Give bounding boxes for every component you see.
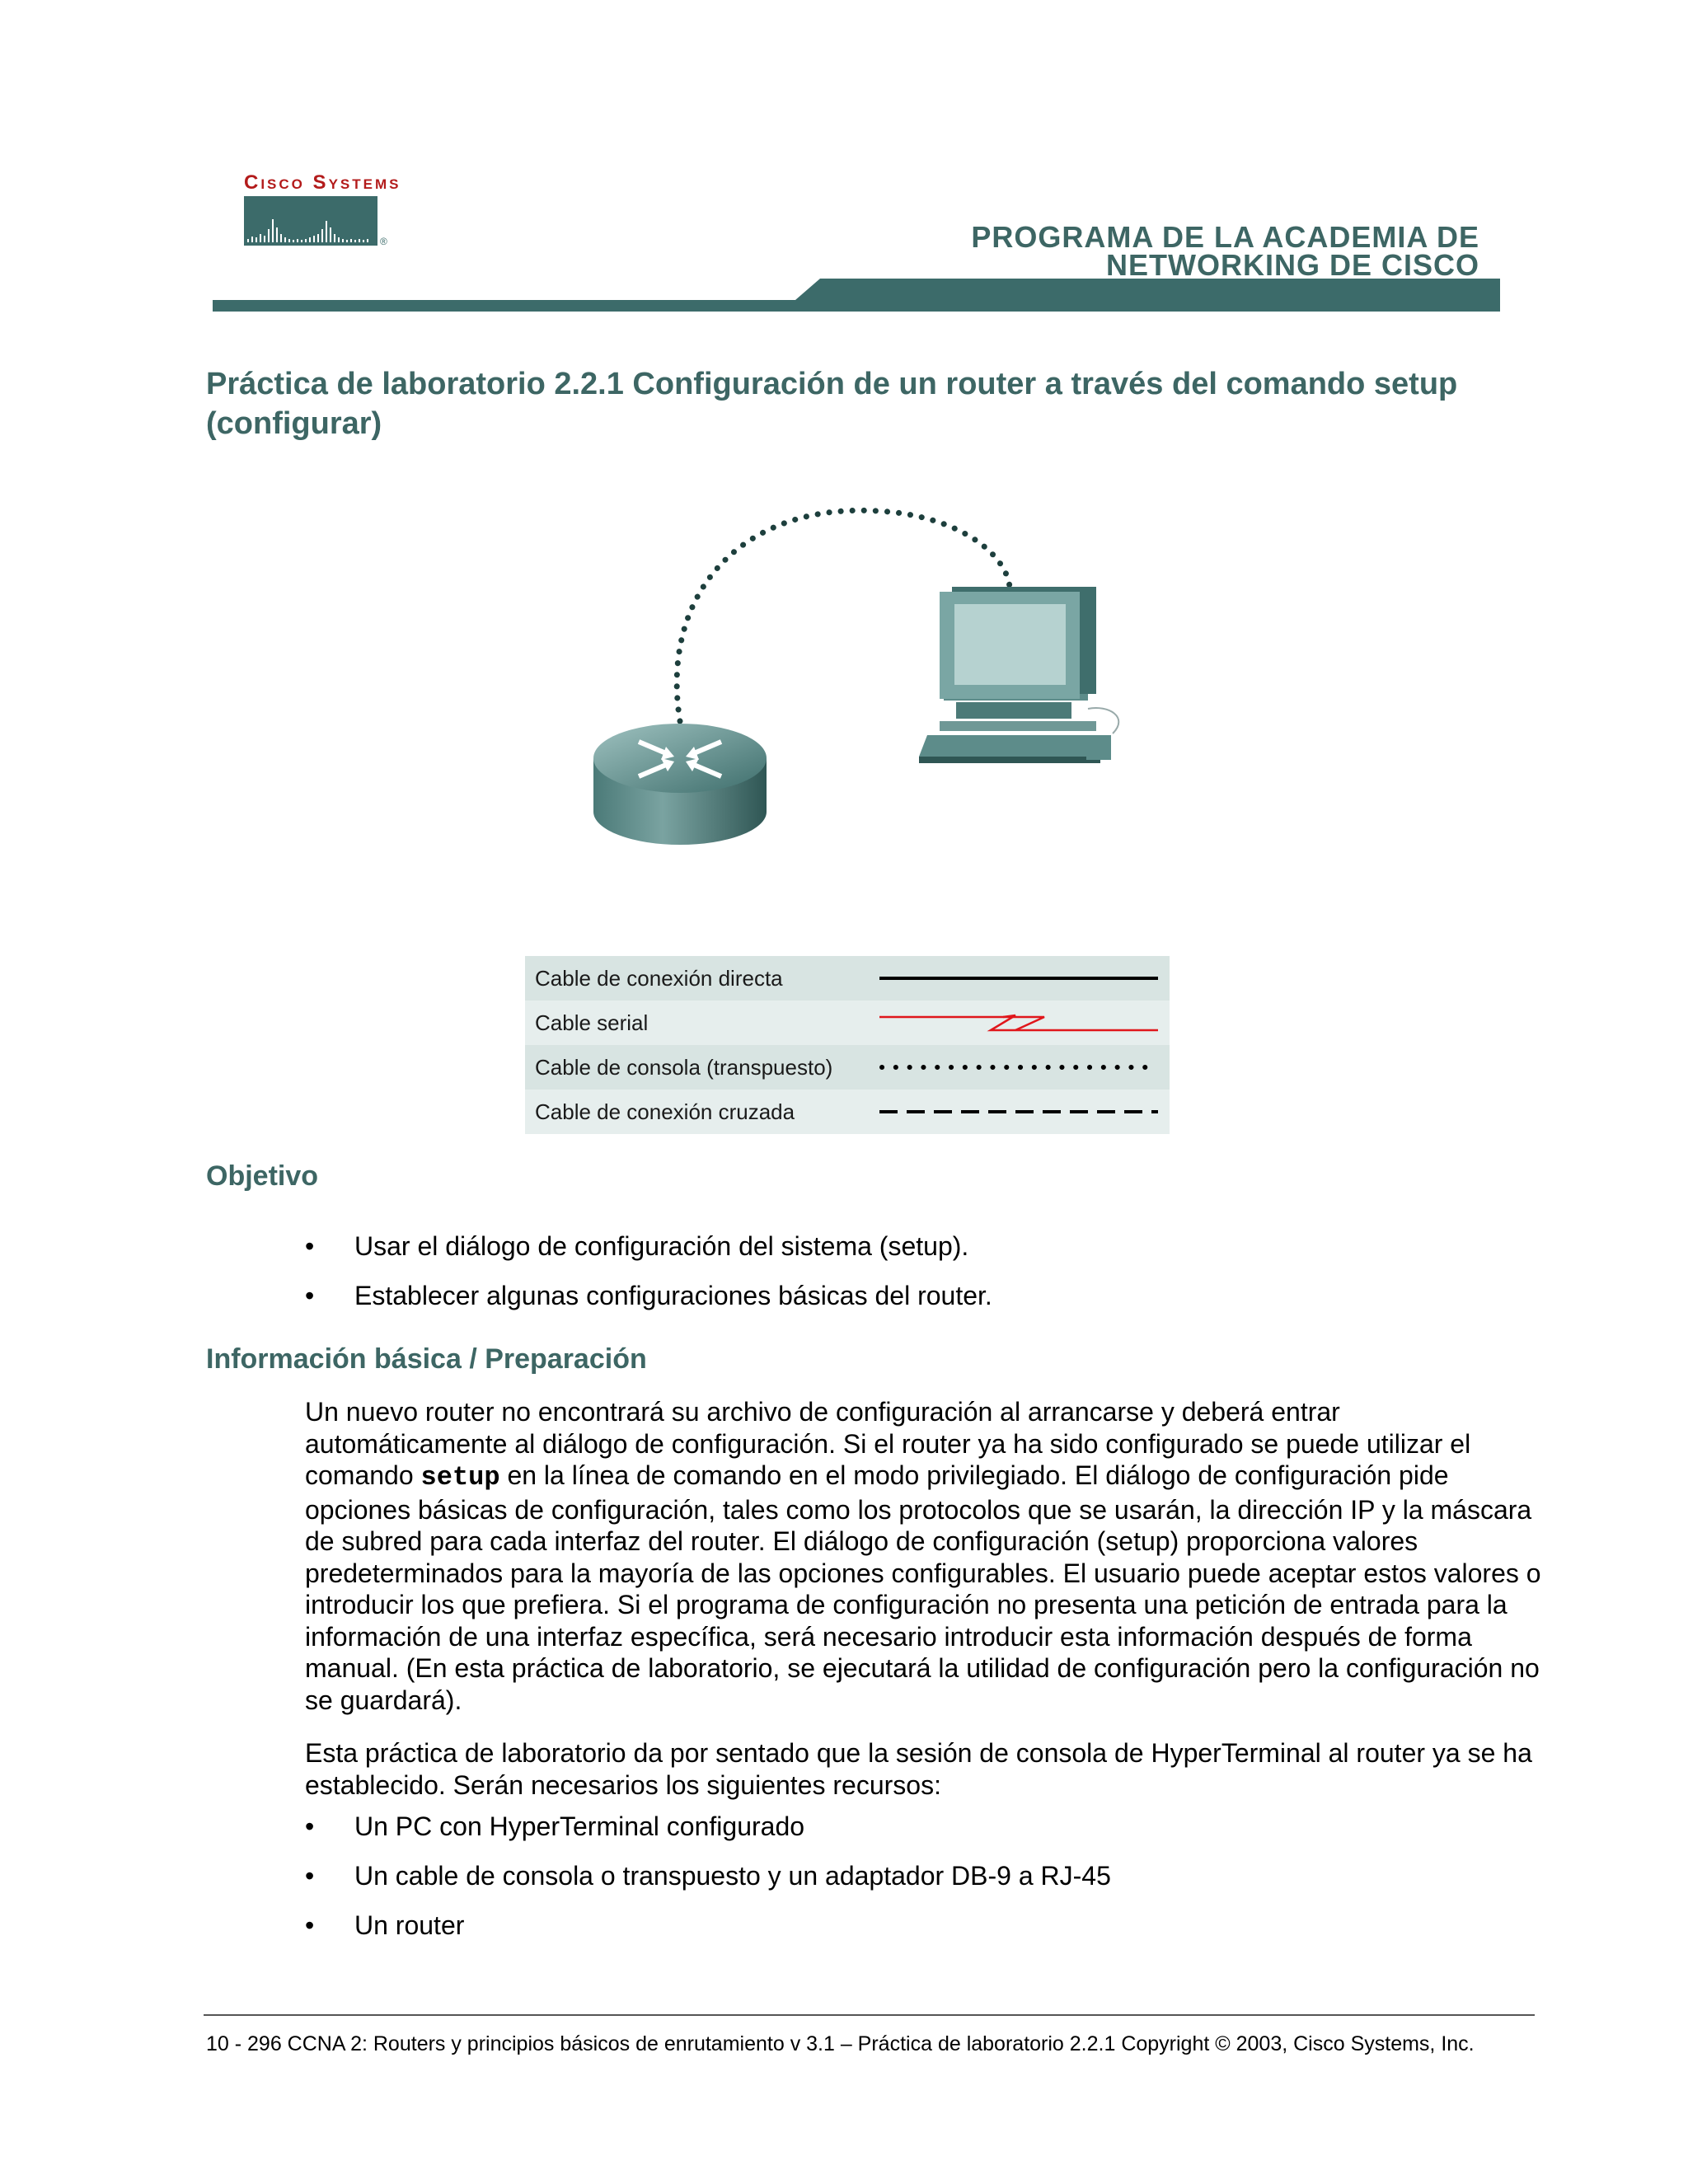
page-footer: 10 - 296 CCNA 2: Routers y principios básicos de enrutamiento v 3.1 – Práctica de laboratorio 2.2.1 Copyright © 2003, Cisco Systems, Inc.: [206, 2032, 1475, 2055]
background-heading: Información básica / Preparación: [206, 1343, 647, 1375]
program-title-line1: PROGRAMA DE LA ACADEMIA DE: [971, 220, 1479, 254]
legend-row-crossover: [525, 1090, 1170, 1134]
list-item: • Un PC con HyperTerminal configurado: [305, 1811, 805, 1841]
legend-row-console: [525, 1045, 1170, 1090]
bullet-icon: •: [305, 1811, 315, 1841]
legend-label: Cable de conexión cruzada: [535, 1099, 795, 1124]
legend-row-straight: [525, 956, 1170, 1001]
bullet-icon: •: [305, 1910, 315, 1940]
program-title: [971, 221, 1479, 282]
legend-label: Cable serial: [535, 1010, 649, 1035]
page-title: Práctica de laboratorio 2.2.1 Configuración de un router a través del comando setup (configurar): [206, 367, 1458, 441]
objective-list: [305, 1230, 1541, 1329]
bullet-icon: •: [305, 1231, 315, 1261]
list-item: • Un router: [305, 1910, 465, 1940]
list-item: • Establecer algunas configuraciones básicas del router.: [305, 1281, 992, 1310]
straight-cable-icon: [879, 966, 1160, 991]
pc-icon: [919, 587, 1118, 763]
background-paragraph-2: Esta práctica de laboratorio da por sentado que la sesión de consola de HyperTerminal al router ya se ha establecido. Serán necesarios los siguientes recursos:: [305, 1738, 1532, 1800]
bullet-icon: •: [305, 1861, 315, 1891]
legend-label: Cable de consola (transpuesto): [535, 1054, 833, 1080]
cisco-logo-icon: [244, 196, 377, 246]
topology-diagram: [560, 494, 1137, 857]
crossover-cable-icon: [879, 1099, 1160, 1124]
console-cable-icon: [879, 1055, 1160, 1080]
resources-list: [305, 1810, 1541, 1958]
cable-legend: [525, 956, 1170, 1134]
background-paragraph-1: Un nuevo router no encontrará su archivo de configuración al arrancarse y deberá entrar automáticamente al diálogo de configuración. Si el router ya ha sido configurado se puede utilizar el comando setup en la línea de comando en el modo privilegiado. El diálogo de configuración pide opciones básicas de configuración, tales como los protocolos que se usarán, la dirección IP y la máscara de subred para cada interfaz del router. El diálogo de configuración (setup) proporciona valores predeterminados para la mayoría de las opciones configurables. El usuario puede aceptar estos valores o introducir los que prefiera. Si el programa de configuración no presenta una petición de entrada para la información de una interfaz específica, será necesario introducir esta información después de forma manual. (En esta práctica de laboratorio, se ejecutará la utilidad de configuración pero la configuración no se guardará).: [305, 1397, 1541, 1715]
legend-row-serial: [525, 1001, 1170, 1045]
objective-heading: Objetivo: [206, 1160, 319, 1192]
program-title-line2: NETWORKING DE CISCO: [1105, 248, 1479, 282]
serial-cable-icon: [879, 1010, 1160, 1035]
setup-command: setup: [420, 1462, 500, 1493]
list-item: • Un cable de consola o transpuesto y un adaptador DB-9 a RJ-45: [305, 1861, 1111, 1891]
registered-mark-icon: ®: [380, 236, 387, 247]
legend-label: Cable de conexión directa: [535, 965, 783, 991]
footer-divider: [204, 2014, 1535, 2016]
bullet-icon: •: [305, 1281, 315, 1310]
router-icon: [593, 724, 767, 845]
cisco-logo-text: Cisco Systems: [244, 171, 401, 194]
list-item: • Usar el diálogo de configuración del sistema (setup).: [305, 1231, 969, 1261]
